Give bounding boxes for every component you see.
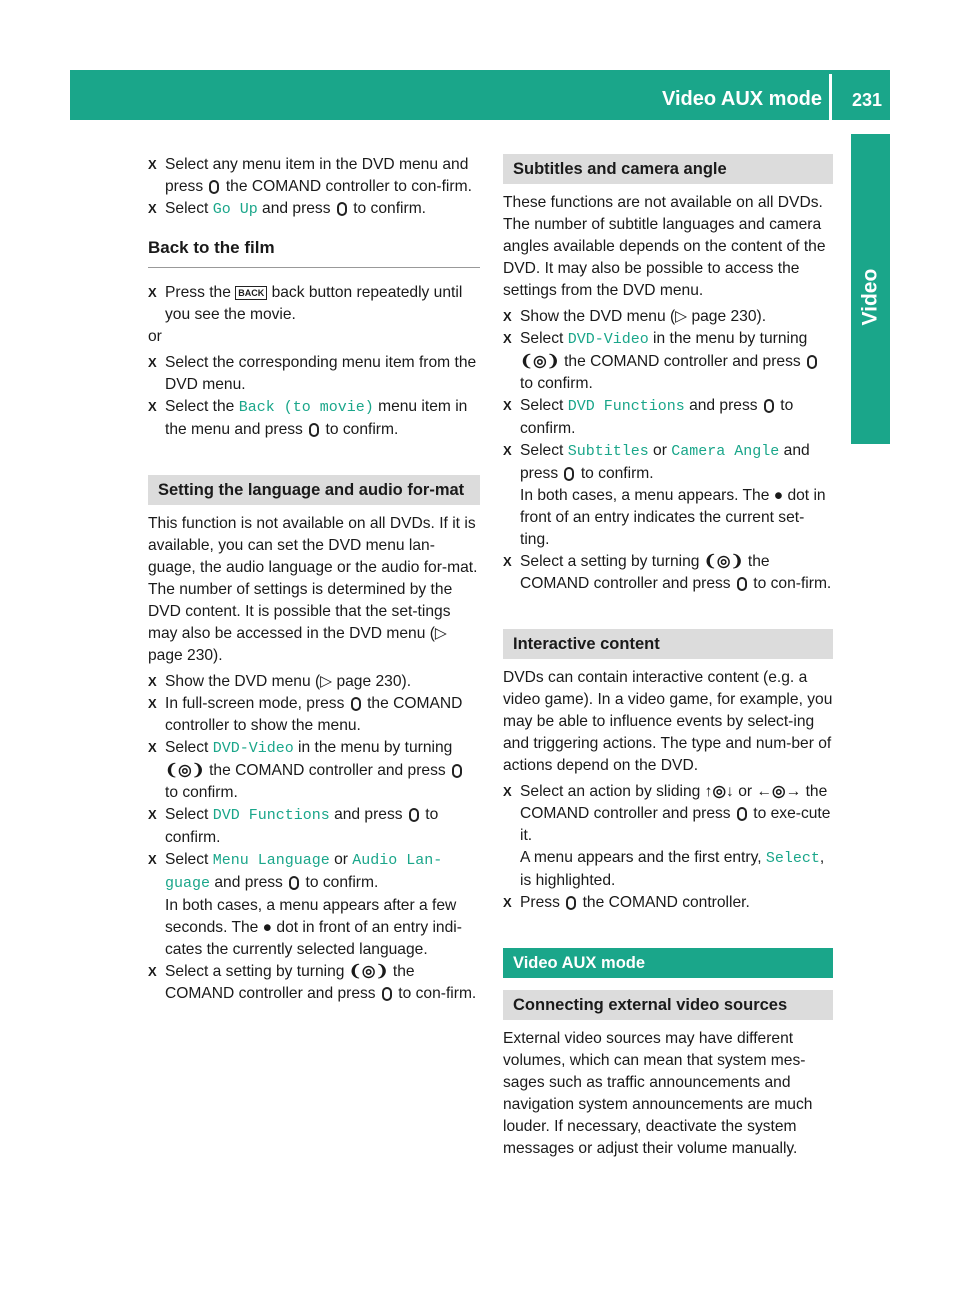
turn-knob-icon: ❨◎❩ [520,353,560,370]
list-item: X Select the Back (to movie) menu item in the menu and press to confirm. [148,398,468,438]
press-knob-icon [452,764,462,778]
paragraph: DVDs can contain interactive content (e.g. a video game). In a video game, for example, you may be able to influence events by select-ing and triggering actions. The type and num-ber of actions depend on the DVD. [503,669,833,774]
section-title: Video AUX mode [661,88,822,110]
press-knob-icon [351,697,361,711]
press-knob-icon [209,180,219,194]
list-item: X Select DVD-Video in the menu by turning ❨◎❩ the COMAND controller and press to confirm. [503,328,833,395]
list-item: X Select DVD-Video in the menu by turning ❨◎❩ the COMAND controller and press to confirm. [148,737,480,804]
or-text: or [148,328,162,345]
list-item: X Select Menu Language or Audio Lan-guage and press to confirm. In both cases, a menu appears after a few seconds. The ● dot in front of an entry indi-cates the currently selected language. [148,851,462,958]
paragraph: External video sources may have different volumes, which can mean that system mes-sages such as traffic announcements and navigation system announcements are much louder. If necessary, deactivate the system messages or adjust their volume manually. [503,1030,813,1157]
list-item: X Show the DVD menu (▷ page 230). [503,306,833,328]
bullet-x-icon: X [148,201,157,216]
bullet-x-icon: X [503,398,512,413]
paragraph: These functions are not available on all DVDs. The number of subtitle languages and camera angles available depends on the content of the DVD. It may also be possible to access the settings from the DVD menu. [503,194,826,299]
list-item: X Select a setting by turning ❨◎❩ the COMAND controller and press to con-firm. [148,963,477,1002]
bullet-x-icon: X [148,157,157,172]
slide-up-down-icon: ↑◎↓ [704,783,734,800]
press-knob-icon [309,423,319,437]
back-key-icon: BACK [235,286,267,300]
bullet-x-icon: X [503,309,512,324]
header-divider [829,74,832,120]
press-knob-icon [566,896,576,910]
bullet-x-icon: X [148,399,157,414]
heading-back-to-film: Back to the film [148,237,480,268]
heading-language-audio: Setting the language and audio for-mat [148,475,480,505]
bullet-x-icon: X [148,674,157,689]
bullet-x-icon: X [148,740,157,755]
press-knob-icon [289,876,299,890]
bullet-x-icon: X [503,784,512,799]
bullet-x-icon: X [503,331,512,346]
side-tab-label: Video [858,268,882,326]
bullet-x-icon: X [148,852,157,867]
bullet-x-icon: X [148,964,157,979]
list-item: X Select an action by sliding ↑◎↓ or ←◎→ the COMAND controller and press to exe-cute it. A menu appears and the first entry, Select, is highlighted. [503,783,831,889]
heading-connecting: Connecting external video sources [503,990,833,1020]
paragraph: This function is not available on all DVDs. If it is available, you can set the DVD menu lan-guage, the audio language or the audio for-mat. The number of settings is determined by the DVD content. It is possible that the set-tings may also be accessed in the DVD menu (▷ page 230). [148,515,478,664]
turn-knob-icon: ❨◎❩ [703,553,744,570]
list-item: X Press the COMAND controller. [503,892,833,914]
press-knob-icon [382,987,392,1001]
press-knob-icon [737,577,747,591]
bullet-x-icon: X [148,807,157,822]
bullet-x-icon: X [148,285,157,300]
bullet-x-icon: X [148,355,157,370]
left-column [148,154,480,1005]
bullet-x-icon: X [503,895,512,910]
turn-knob-icon: ❨◎❩ [348,963,389,980]
right-column [503,154,833,1160]
heading-video-aux: Video AUX mode [503,948,833,978]
bullet-x-icon: X [503,443,512,458]
bullet-x-icon: X [148,696,157,711]
list-item: X Select a setting by turning ❨◎❩ the COMAND controller and press to con-firm. [503,553,832,592]
page-number: 231 [851,90,882,110]
page-header-bar [70,70,890,120]
list-item: X Select the corresponding menu item from the DVD menu. [148,354,477,393]
press-knob-icon [737,807,747,821]
press-knob-icon [337,202,347,216]
list-item: X Select DVD Functions and press to confirm. [148,806,439,846]
slide-left-right-icon: ←◎→ [756,783,802,800]
side-tab [851,134,890,444]
press-knob-icon [564,467,574,481]
list-item: X Select DVD Functions and press to confirm. [503,397,794,437]
press-knob-icon [764,399,774,413]
bullet-x-icon: X [503,554,512,569]
list-item: X Select any menu item in the DVD menu and press the COMAND controller to con-firm. [148,156,472,195]
press-knob-icon [409,808,419,822]
list-item: X In full-screen mode, press the COMAND controller to show the menu. [148,695,463,734]
list-item: X Show the DVD menu (▷ page 230). [148,671,480,693]
list-item: X Press the BACK back button repeatedly until you see the movie. [148,284,463,323]
heading-subtitles: Subtitles and camera angle [503,154,833,184]
list-item: X Select Go Up and press to confirm. [148,200,427,218]
turn-knob-icon: ❨◎❩ [165,762,205,779]
press-knob-icon [807,355,817,369]
heading-interactive: Interactive content [503,629,833,659]
list-item: X Select Subtitles or Camera Angle and press to confirm. In both cases, a menu appears. The ● dot in front of an entry indicates the current set-ting. [503,442,826,548]
